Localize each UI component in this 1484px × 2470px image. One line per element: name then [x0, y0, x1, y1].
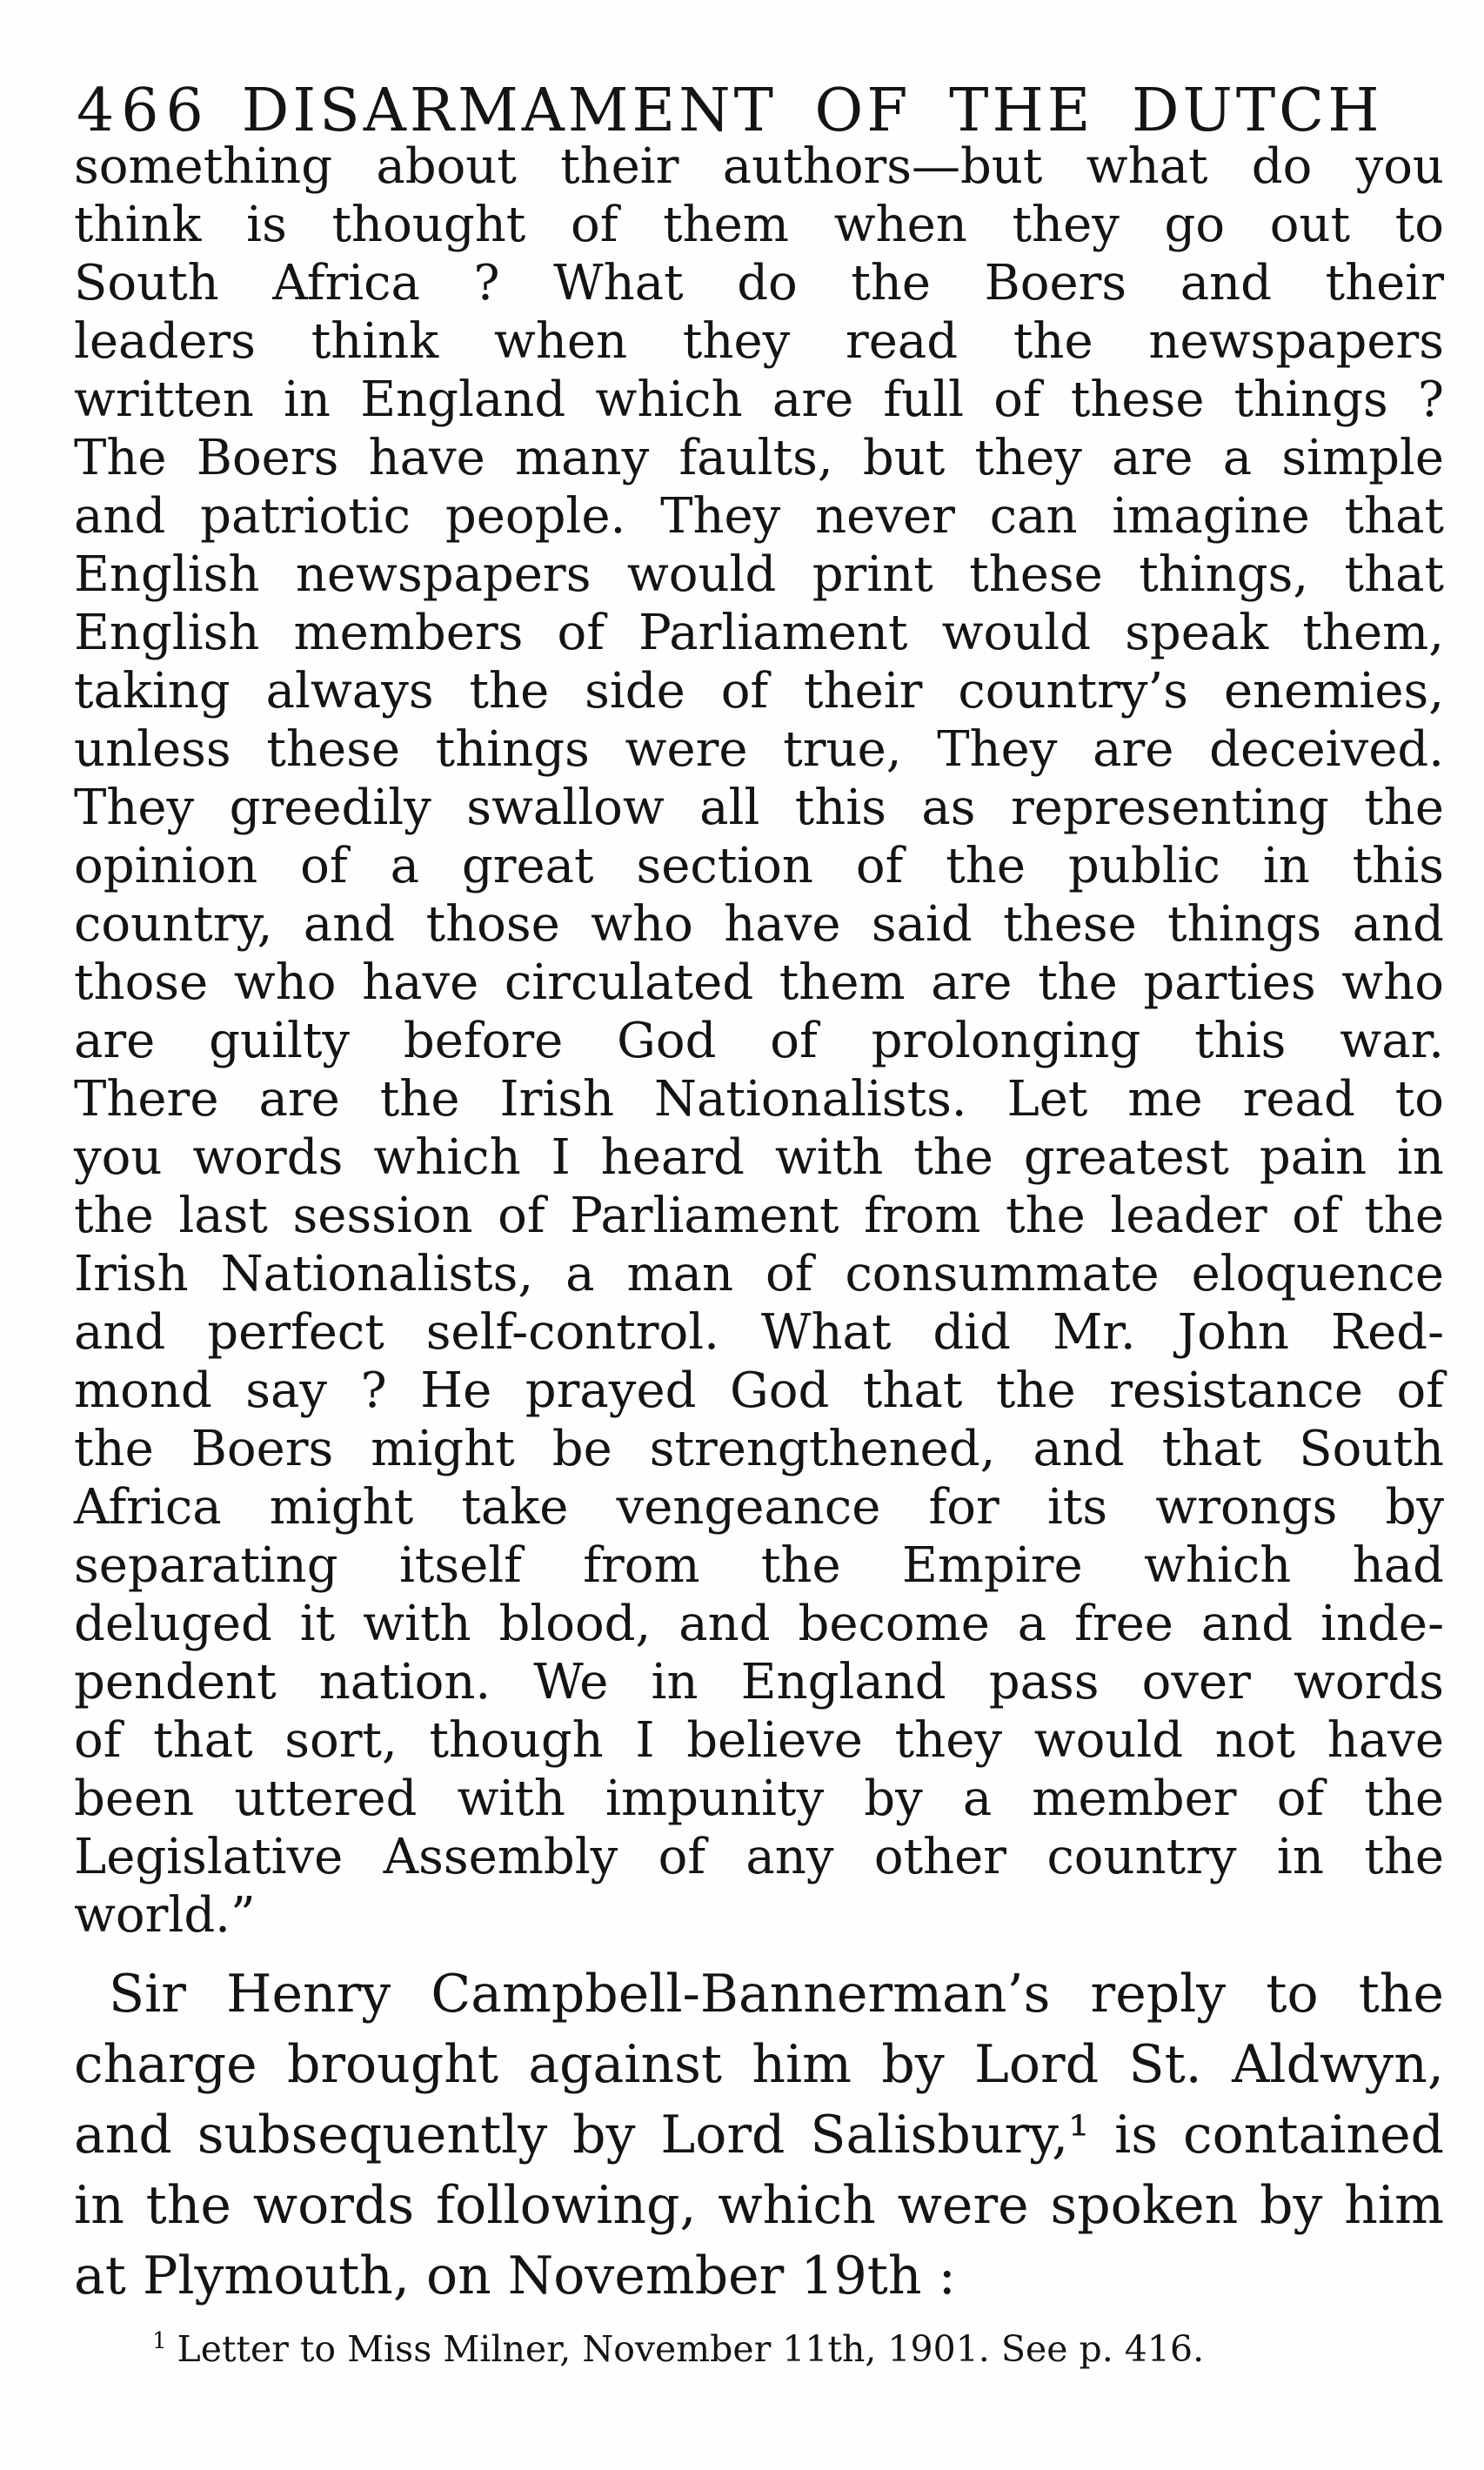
page-number: 466: [77, 77, 211, 145]
text-line: at Plymouth, on November 19th :: [74, 2246, 956, 2306]
text-line: Sir Henry Campbell-Bannerman’s reply to the: [109, 1964, 1444, 2025]
text-line: and subsequently by Lord Salisbury,¹ is contained: [74, 2105, 1444, 2165]
text-line: charge brought against him by Lord St. Aldwyn,: [74, 2034, 1444, 2095]
text-line: Legislative Assembly of any other country in the: [74, 1829, 1444, 1885]
text-line: world.”: [74, 1887, 256, 1944]
text-line: written in England which are full of these things ?: [74, 372, 1444, 428]
text-line: English members of Parliament would speak them,: [74, 605, 1444, 661]
text-line: you words which I heard with the greatest pain in: [74, 1129, 1444, 1186]
text-line: They greedily swallow all this as representing the: [74, 780, 1444, 836]
text-line: and perfect self-control. What did Mr. John Red-: [74, 1304, 1444, 1361]
text-line: the last session of Parliament from the leader of the: [74, 1188, 1444, 1244]
text-line: of that sort, though I believe they would not have: [74, 1712, 1444, 1769]
text-line: unless these things were true, They are deceived.: [74, 721, 1444, 778]
quote-paragraph: [74, 137, 1444, 1945]
text-line: something about their authors—but what do you: [74, 138, 1444, 195]
text-line: South Africa ? What do the Boers and their: [74, 255, 1444, 311]
text-line: English newspapers would print these things, that: [74, 546, 1444, 603]
footnote-text: Letter to Miss Milner, November 11th, 1901. See p. 416.: [177, 2328, 1205, 2370]
text-line: pendent nation. We in England pass over words: [74, 1654, 1444, 1710]
text-line: separating itself from the Empire which had: [74, 1537, 1444, 1594]
text-line: taking always the side of their country’s enemies,: [74, 663, 1444, 720]
text-line: Irish Nationalists, a man of consummate eloquence: [74, 1246, 1444, 1302]
text-line: those who have circulated them are the parties who: [74, 954, 1444, 1011]
text-line: are guilty before God of prolonging this war.: [74, 1013, 1444, 1069]
footnote: [152, 2328, 1405, 2371]
text-line: the Boers might be strengthened, and that South: [74, 1421, 1444, 1477]
page-header: [77, 77, 1383, 145]
text-line: been uttered with impunity by a member of the: [74, 1771, 1444, 1827]
text-line: leaders think when they read the newspapers: [74, 313, 1444, 370]
text-line: in the words following, which were spoken by him: [74, 2175, 1444, 2236]
text-line: Africa might take vengeance for its wrongs by: [74, 1479, 1444, 1536]
text-line: opinion of a great section of the public in this: [74, 838, 1444, 894]
text-line: think is thought of them when they go out to: [74, 197, 1444, 253]
text-line: deluged it with blood, and become a free and inde-: [74, 1596, 1444, 1652]
text-line: The Boers have many faults, but they are a simple: [74, 430, 1444, 486]
text-line: and patriotic people. They never can imagine that: [74, 488, 1444, 545]
text-line: There are the Irish Nationalists. Let me read to: [74, 1071, 1444, 1128]
footnote-marker: 1: [152, 2328, 167, 2355]
running-title: DISARMAMENT OF THE DUTCH: [241, 77, 1383, 145]
reply-paragraph: [74, 1959, 1444, 2312]
text-line: mond say ? He prayed God that the resistance of: [74, 1362, 1444, 1419]
text-line: country, and those who have said these things and: [74, 896, 1444, 953]
